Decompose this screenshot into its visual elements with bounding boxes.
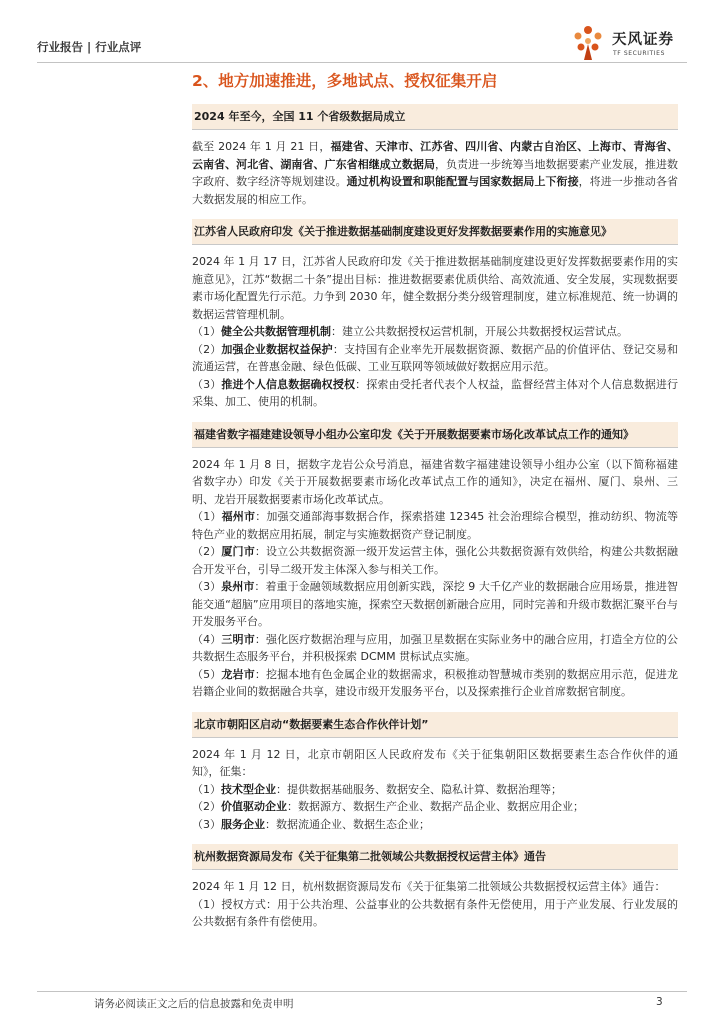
paragraph: 2024 年 1 月 8 日，据数字龙岩公众号消息，福建省数字福建建设领导小组办公室（以下简称福建省数字办）印发《关于开展数据要素市场化改革试点工作的通知》，决定在福州、厦门、泉州、三明、龙岩开展数据要素市场化改革试点。 bbox=[192, 457, 678, 506]
section-beijing-chaoyang bbox=[192, 712, 678, 834]
list-item: （1）福州市：加强交通部海事数据合作，探索搭建 12345 社会治理综合模型，推动纺织、物流等特色产业的数据应用拓展，制定与实施数据资产登记制度。 bbox=[192, 510, 679, 541]
paragraph: 截至 2024 年 1 月 21 日，福建省、天津市、江苏省、四川省、内蒙古自治区、上海市、青海省、云南省、河北省、湖南省、广东省相继成立数据局，负责进一步统筹当地数据要素产业发展，推进数字政府、数字经济等规划建设。通过机构设置和职能配置与国家数据局上下衔接，将进一步推动各省大数据发展的相应工作。 bbox=[192, 140, 679, 206]
section-fujian bbox=[192, 422, 678, 701]
list-item: （3）泉州市：着重于金融领域数据应用创新实践，深挖 9 大千亿产业的数据融合应用场景，推进智能交通“超脑”应用项目的落地实施，探索空天数据创新融合应用，同时完善和升级市数据汇聚平台与开发服务平台。 bbox=[192, 580, 679, 628]
list-item: （1）授权方式：用于公共治理、公益事业的公共数据有条件无偿使用，用于产业发展、行业发展的公共数据有条件有偿使用。 bbox=[192, 897, 679, 928]
list-item: （3）推进个人信息数据确权授权：探索由受托者代表个人权益，监督经营主体对个人信息数据进行采集、加工、使用的机制。 bbox=[192, 377, 679, 408]
section-jiangsu bbox=[192, 219, 678, 411]
section-title: 北京市朝阳区启动“数据要素生态合作伙伴计划” bbox=[192, 712, 678, 738]
list-item: （2）加强企业数据权益保护：支持国有企业率先开展数据资源、数据产品的价值评估、登记交易和流通运营，在普惠金融、绿色低碳、工业互联网等领域做好数据应用示范。 bbox=[192, 342, 679, 373]
header-divider bbox=[37, 62, 687, 63]
logo-text-en: TF SECURITIES bbox=[613, 50, 665, 57]
section-provincial-data-bureaus bbox=[192, 104, 678, 208]
list-item: （2）厦门市：设立公共数据资源一级开发运营主体，强化公共数据资源有效供给，构建公共数据融合开发平台，引导二级开发主体深入参与相关工作。 bbox=[192, 545, 679, 576]
list-item: （5）龙岩市：挖掘本地有色金属企业的数据需求，积极推动智慧城市类别的数据应用示范，促进龙岩籍企业间的数据融合共享，建设市级开发服务平台，以及探索推行企业首席数据官制度。 bbox=[192, 667, 679, 698]
list-item: （1）技术型企业：提供数据基础服务、数据安全、隐私计算、数据治理等； bbox=[192, 782, 562, 796]
list-item: （2）价值驱动企业：数据源方、数据生产企业、数据产品企业、数据应用企业； bbox=[192, 800, 584, 813]
page-header bbox=[0, 0, 724, 62]
logo-text-cn: 天风证券 bbox=[612, 32, 674, 48]
list-item: （1）健全公共数据管理机制：建立公共数据授权运营机制，开展公共数据授权运营试点。 bbox=[192, 325, 628, 338]
section-heading: 2、地方加速推进，多地试点、授权征集开启 bbox=[192, 72, 498, 90]
main-content bbox=[192, 70, 678, 942]
footer-disclaimer: 请务必阅读正文之后的信息披露和免责申明 bbox=[94, 998, 294, 1010]
breadcrumb: 行业报告 | 行业点评 bbox=[37, 40, 142, 54]
section-title: 江苏省人民政府印发《关于推进数据基础制度建设更好发挥数据要素作用的实施意见》 bbox=[192, 219, 678, 245]
company-logo bbox=[568, 22, 708, 66]
section-title: 福建省数字福建建设领导小组办公室印发《关于开展数据要素市场化改革试点工作的通知》 bbox=[192, 422, 678, 448]
list-item: （3）服务企业：数据流通企业、数据生态企业； bbox=[192, 817, 430, 831]
logo-mark-icon bbox=[568, 22, 608, 62]
list-item: （4）三明市：强化医疗数据治理与应用，加强卫星数据在实际业务中的融合应用，打造全方位的公共数据生态服务平台，并积极探索 DCMM 贯标试点实施。 bbox=[192, 632, 679, 663]
paragraph: 2024 年 1 月 17 日，江苏省人民政府印发《关于推进数据基础制度建设更好发挥数据要素作用的实施意见》，江苏“数据二十条”提出目标：推进数据要素优质供给、高效流通、安全发展，实现数据要素市场化配置先行示范。力争到 2030 年，健全数据分类分级管理制度，建立标准规范、统一协调的数据运营管理机制。 bbox=[192, 255, 678, 321]
section-hangzhou bbox=[192, 844, 678, 931]
footer-divider bbox=[37, 991, 687, 992]
paragraph: 2024 年 1 月 12 日，北京市朝阳区人民政府发布《关于征集朝阳区数据要素生态合作伙伴的通知》，征集： bbox=[192, 747, 678, 778]
section-title: 2024 年至今，全国 11 个省级数据局成立 bbox=[192, 104, 678, 130]
section-title: 杭州数据资源局发布《关于征集第二批领域公共数据授权运营主体》通告 bbox=[192, 844, 678, 870]
paragraph: 2024 年 1 月 12 日，杭州数据资源局发布《关于征集第二批领域公共数据授权运营主体》通告： bbox=[192, 880, 666, 893]
page-number: 3 bbox=[656, 996, 663, 1008]
